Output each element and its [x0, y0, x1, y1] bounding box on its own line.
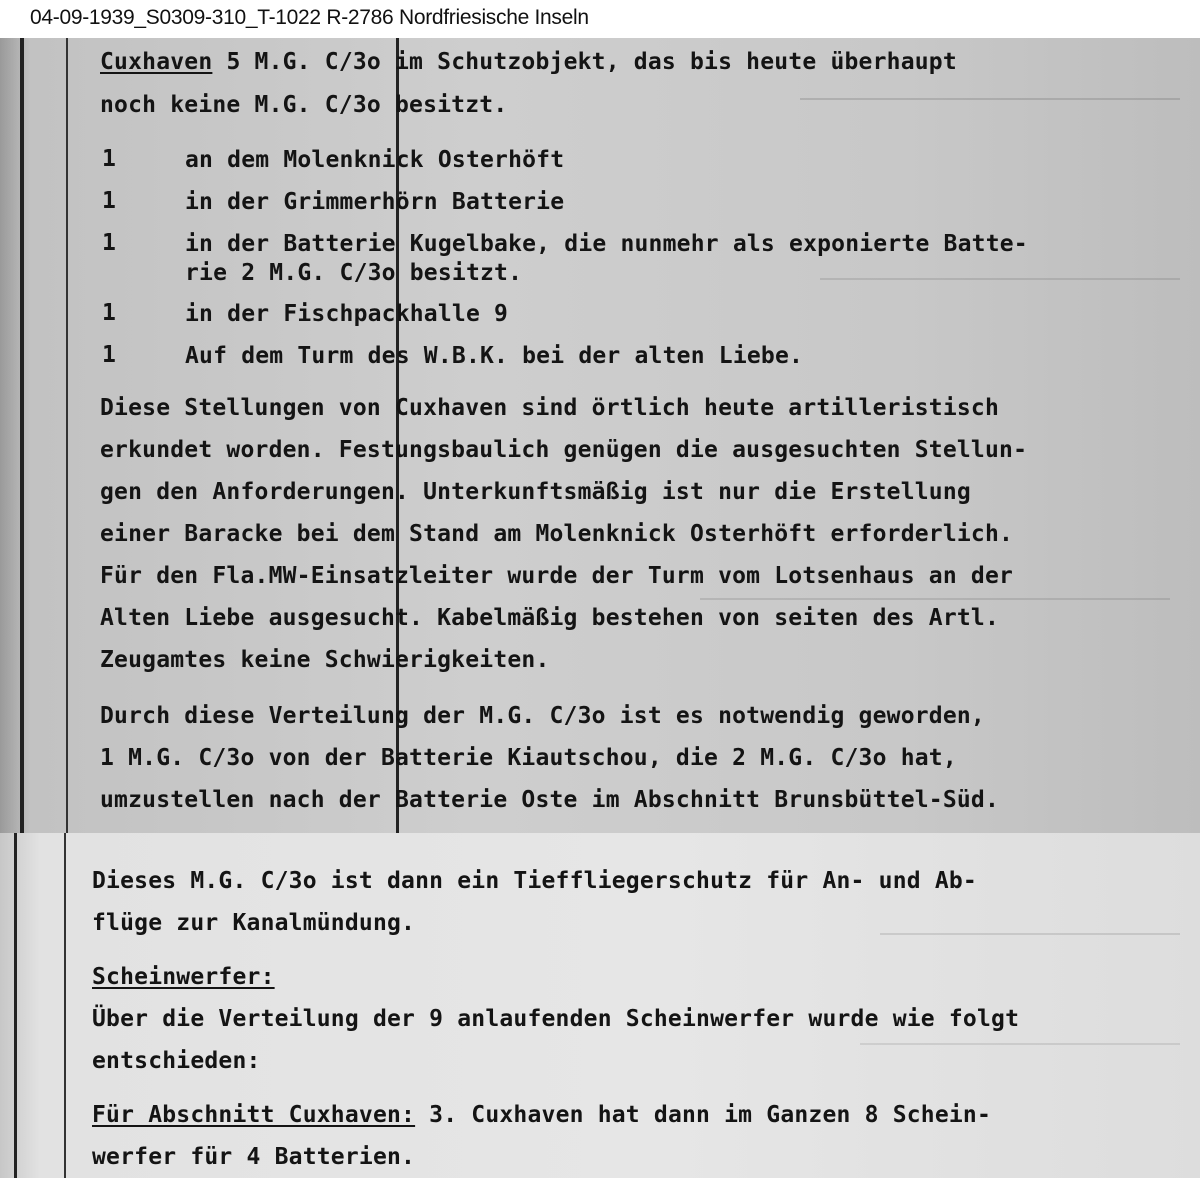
paragraph-line: Zeugamtes keine Schwierigkeiten. — [100, 647, 550, 673]
paragraph-line: Alten Liebe ausgesucht. Kabelmäßig bestehen von seiten des Artl. — [100, 605, 1000, 631]
scan-fragment-bottom — [0, 833, 1200, 1178]
section-line-2: werfer für 4 Batterien. — [92, 1144, 416, 1170]
bleed-through-mark — [880, 933, 1180, 935]
caption-strip — [0, 0, 1200, 38]
paragraph-line: gen den Anforderungen. Unterkunftsmäßig ist nur die Erstellung — [100, 479, 971, 505]
paragraph-line: 1 M.G. C/3o von der Batterie Kiautschou, die 2 M.G. C/3o hat, — [100, 745, 957, 771]
list-item-text: rie 2 M.G. C/3o besitzt. — [185, 260, 523, 286]
list-item-text: in der Fischpackhalle 9 — [185, 301, 509, 327]
paragraph-line: flüge zur Kanalmündung. — [92, 910, 416, 936]
list-item-number: 1 — [102, 230, 116, 256]
section-label: Für Abschnitt Cuxhaven: — [92, 1102, 416, 1128]
paragraph-line: umzustellen nach der Batterie Oste im Abschnitt Brunsbüttel-Süd. — [100, 787, 1000, 813]
intro-line-2: noch keine M.G. C/3o besitzt. — [100, 92, 508, 118]
paragraph-line: erkundet worden. Festungsbaulich genügen die ausgesuchten Stellun- — [100, 437, 1028, 463]
margin-rule-outer — [20, 38, 24, 833]
list-item-number: 1 — [102, 188, 116, 214]
list-item-number: 1 — [102, 342, 116, 368]
bleed-through-mark — [700, 598, 1170, 600]
section-text-1: 3. Cuxhaven hat dann im Ganzen 8 Schein- — [415, 1102, 992, 1128]
section-heading: Scheinwerfer: — [92, 964, 275, 990]
paragraph-line: Über die Verteilung der 9 anlaufenden Scheinwerfer wurde wie folgt — [92, 1006, 1020, 1032]
paragraph-line: Diese Stellungen von Cuxhaven sind örtlich heute artilleristisch — [100, 395, 1000, 421]
margin-rule-inner — [66, 38, 68, 833]
archive-caption: 04-09-1939_S0309-310_T-1022 R-2786 Nordfriesische Inseln — [30, 6, 589, 29]
paragraph-line: Für den Fla.MW-Einsatzleiter wurde der Turm vom Lotsenhaus an der — [100, 563, 1014, 589]
intro-text-1: 5 M.G. C/3o im Schutzobjekt, das bis heute überhaupt — [212, 49, 957, 75]
intro-place: Cuxhaven — [100, 49, 213, 75]
list-item-text: in der Batterie Kugelbake, die nunmehr als exponierte Batte- — [185, 231, 1028, 257]
list-item-number: 1 — [102, 146, 116, 172]
paragraph-line: Dieses M.G. C/3o ist dann ein Tieffliegerschutz für An- und Ab- — [92, 868, 977, 894]
bleed-through-mark — [800, 98, 1180, 100]
list-item-number: 1 — [102, 300, 116, 326]
paragraph-line: einer Baracke bei dem Stand am Molenknick Osterhöft erforderlich. — [100, 521, 1014, 547]
list-item-text: an dem Molenknick Osterhöft — [185, 147, 565, 173]
list-item-text: in der Grimmerhörn Batterie — [185, 189, 565, 215]
scan-fragment-top — [0, 38, 1200, 833]
paragraph-line: Durch diese Verteilung der M.G. C/3o ist es notwendig geworden, — [100, 703, 985, 729]
intro-line-1 — [100, 48, 957, 76]
bleed-through-mark — [860, 1043, 1180, 1045]
section-line — [92, 1101, 991, 1129]
paragraph-line: entschieden: — [92, 1048, 261, 1074]
margin-rule-inner — [64, 833, 66, 1178]
margin-rule-outer — [14, 833, 17, 1178]
list-item-text: Auf dem Turm des W.B.K. bei der alten Liebe. — [185, 343, 804, 369]
bleed-through-mark — [820, 278, 1180, 280]
